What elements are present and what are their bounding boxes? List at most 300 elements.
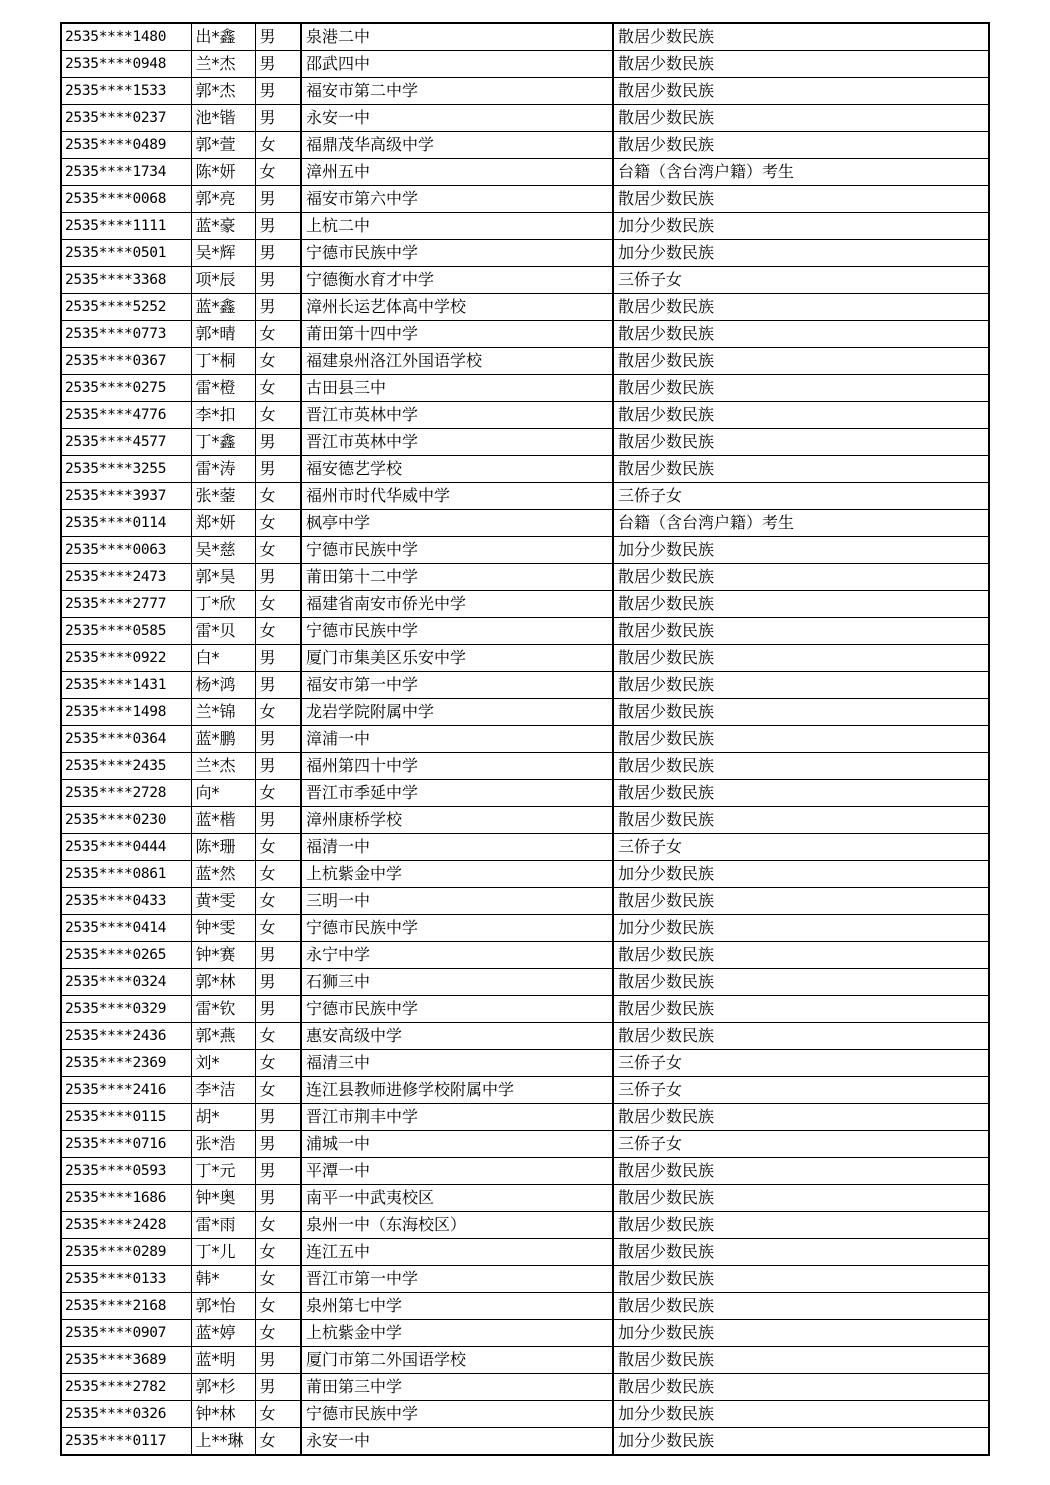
- student-name-cell: 雷*贝: [191, 618, 255, 645]
- exam-id-cell: 2535****2782: [61, 1374, 191, 1401]
- category-cell: 散居少数民族: [613, 780, 989, 807]
- school-cell: 枫亭中学: [301, 510, 613, 537]
- school-cell: 石狮三中: [301, 969, 613, 996]
- student-name-cell: 出*鑫: [191, 23, 255, 51]
- gender-cell: 男: [255, 240, 301, 267]
- category-cell: 三侨子女: [613, 834, 989, 861]
- table-row: [61, 942, 989, 969]
- school-cell: 晋江市英林中学: [301, 402, 613, 429]
- student-name-cell: 丁*桐: [191, 348, 255, 375]
- table-row: [61, 915, 989, 942]
- category-cell: 散居少数民族: [613, 429, 989, 456]
- student-name-cell: 杨*鸿: [191, 672, 255, 699]
- table-row: [61, 699, 989, 726]
- exam-id-cell: 2535****0444: [61, 834, 191, 861]
- gender-cell: 男: [255, 1158, 301, 1185]
- gender-cell: 女: [255, 348, 301, 375]
- exam-id-cell: 2535****3689: [61, 1347, 191, 1374]
- category-cell: 散居少数民族: [613, 1266, 989, 1293]
- school-cell: 厦门市第二外国语学校: [301, 1347, 613, 1374]
- table-row: [61, 1023, 989, 1050]
- student-name-cell: 吴*辉: [191, 240, 255, 267]
- gender-cell: 女: [255, 780, 301, 807]
- student-name-cell: 韩*: [191, 1266, 255, 1293]
- exam-id-cell: 2535****1480: [61, 23, 191, 51]
- table-row: [61, 834, 989, 861]
- student-name-cell: 钟*林: [191, 1401, 255, 1428]
- gender-cell: 女: [255, 1023, 301, 1050]
- category-cell: 散居少数民族: [613, 1293, 989, 1320]
- school-cell: 宁德衡水育才中学: [301, 267, 613, 294]
- student-name-cell: 蓝*鑫: [191, 294, 255, 321]
- exam-id-cell: 2535****0133: [61, 1266, 191, 1293]
- category-cell: 散居少数民族: [613, 726, 989, 753]
- student-name-cell: 钟*赛: [191, 942, 255, 969]
- category-cell: 散居少数民族: [613, 1185, 989, 1212]
- school-cell: 晋江市第一中学: [301, 1266, 613, 1293]
- student-name-cell: 丁*欣: [191, 591, 255, 618]
- student-name-cell: 雷*涛: [191, 456, 255, 483]
- gender-cell: 男: [255, 186, 301, 213]
- school-cell: 泉港二中: [301, 23, 613, 51]
- category-cell: 散居少数民族: [613, 1023, 989, 1050]
- gender-cell: 女: [255, 402, 301, 429]
- school-cell: 连江五中: [301, 1239, 613, 1266]
- school-cell: 福清三中: [301, 1050, 613, 1077]
- gender-cell: 男: [255, 672, 301, 699]
- table-row: [61, 888, 989, 915]
- table-row: [61, 510, 989, 537]
- exam-id-cell: 2535****0364: [61, 726, 191, 753]
- exam-id-cell: 2535****0489: [61, 132, 191, 159]
- exam-id-cell: 2535****2473: [61, 564, 191, 591]
- student-name-cell: 钟*奥: [191, 1185, 255, 1212]
- gender-cell: 男: [255, 645, 301, 672]
- table-row: [61, 537, 989, 564]
- gender-cell: 男: [255, 807, 301, 834]
- category-cell: 加分少数民族: [613, 861, 989, 888]
- school-cell: 永宁中学: [301, 942, 613, 969]
- category-cell: 散居少数民族: [613, 996, 989, 1023]
- gender-cell: 女: [255, 1077, 301, 1104]
- student-name-cell: 黄*雯: [191, 888, 255, 915]
- student-name-cell: 兰*杰: [191, 51, 255, 78]
- gender-cell: 女: [255, 618, 301, 645]
- school-cell: 福清一中: [301, 834, 613, 861]
- school-cell: 邵武四中: [301, 51, 613, 78]
- gender-cell: 女: [255, 1293, 301, 1320]
- student-name-cell: 郭*昊: [191, 564, 255, 591]
- category-cell: 散居少数民族: [613, 375, 989, 402]
- student-name-cell: 丁*儿: [191, 1239, 255, 1266]
- exam-id-cell: 2535****0275: [61, 375, 191, 402]
- gender-cell: 男: [255, 753, 301, 780]
- student-name-cell: 丁*元: [191, 1158, 255, 1185]
- exam-id-cell: 2535****2369: [61, 1050, 191, 1077]
- exam-id-cell: 2535****2416: [61, 1077, 191, 1104]
- student-name-cell: 蓝*豪: [191, 213, 255, 240]
- exam-id-cell: 2535****0948: [61, 51, 191, 78]
- gender-cell: 女: [255, 1239, 301, 1266]
- student-name-cell: 雷*橙: [191, 375, 255, 402]
- table-row: [61, 1212, 989, 1239]
- gender-cell: 女: [255, 1428, 301, 1456]
- school-cell: 永安一中: [301, 105, 613, 132]
- student-name-cell: 郭*杉: [191, 1374, 255, 1401]
- table-row: [61, 1077, 989, 1104]
- table-row: [61, 1401, 989, 1428]
- school-cell: 漳州五中: [301, 159, 613, 186]
- table-row: [61, 780, 989, 807]
- table-row: [61, 348, 989, 375]
- student-name-cell: 张*蓥: [191, 483, 255, 510]
- table-row: [61, 564, 989, 591]
- exam-id-cell: 2535****5252: [61, 294, 191, 321]
- table-row: [61, 132, 989, 159]
- category-cell: 三侨子女: [613, 483, 989, 510]
- category-cell: 散居少数民族: [613, 105, 989, 132]
- school-cell: 平潭一中: [301, 1158, 613, 1185]
- school-cell: 福州市时代华威中学: [301, 483, 613, 510]
- category-cell: 散居少数民族: [613, 456, 989, 483]
- exam-id-cell: 2535****0773: [61, 321, 191, 348]
- table-row: [61, 1320, 989, 1347]
- student-name-cell: 上**琳: [191, 1428, 255, 1456]
- gender-cell: 男: [255, 1374, 301, 1401]
- student-name-cell: 兰*锦: [191, 699, 255, 726]
- gender-cell: 男: [255, 105, 301, 132]
- category-cell: 散居少数民族: [613, 888, 989, 915]
- category-cell: 散居少数民族: [613, 1104, 989, 1131]
- gender-cell: 男: [255, 78, 301, 105]
- exam-id-cell: 2535****2728: [61, 780, 191, 807]
- exam-id-cell: 2535****0585: [61, 618, 191, 645]
- exam-id-cell: 2535****0230: [61, 807, 191, 834]
- gender-cell: 女: [255, 699, 301, 726]
- student-name-cell: 蓝*婷: [191, 1320, 255, 1347]
- gender-cell: 女: [255, 861, 301, 888]
- category-cell: 散居少数民族: [613, 132, 989, 159]
- student-name-cell: 蓝*然: [191, 861, 255, 888]
- gender-cell: 男: [255, 564, 301, 591]
- category-cell: 加分少数民族: [613, 240, 989, 267]
- gender-cell: 男: [255, 51, 301, 78]
- exam-id-cell: 2535****0861: [61, 861, 191, 888]
- exam-id-cell: 2535****0063: [61, 537, 191, 564]
- gender-cell: 女: [255, 1320, 301, 1347]
- school-cell: 漳浦一中: [301, 726, 613, 753]
- gender-cell: 女: [255, 159, 301, 186]
- student-name-cell: 陈*珊: [191, 834, 255, 861]
- exam-id-cell: 2535****0433: [61, 888, 191, 915]
- school-cell: 莆田第十四中学: [301, 321, 613, 348]
- student-name-cell: 雷*钦: [191, 996, 255, 1023]
- category-cell: 散居少数民族: [613, 348, 989, 375]
- gender-cell: 女: [255, 591, 301, 618]
- school-cell: 福安市第一中学: [301, 672, 613, 699]
- category-cell: 三侨子女: [613, 267, 989, 294]
- school-cell: 宁德市民族中学: [301, 240, 613, 267]
- exam-id-cell: 2535****1533: [61, 78, 191, 105]
- category-cell: 散居少数民族: [613, 1158, 989, 1185]
- student-name-cell: 项*辰: [191, 267, 255, 294]
- category-cell: 台籍（含台湾户籍）考生: [613, 159, 989, 186]
- exam-id-cell: 2535****0289: [61, 1239, 191, 1266]
- gender-cell: 女: [255, 834, 301, 861]
- roster-sheet: [60, 22, 988, 1456]
- exam-id-cell: 2535****3255: [61, 456, 191, 483]
- table-row: [61, 429, 989, 456]
- student-name-cell: 郭*萱: [191, 132, 255, 159]
- student-name-cell: 郭*亮: [191, 186, 255, 213]
- category-cell: 散居少数民族: [613, 402, 989, 429]
- school-cell: 浦城一中: [301, 1131, 613, 1158]
- school-cell: 三明一中: [301, 888, 613, 915]
- exam-id-cell: 2535****3368: [61, 267, 191, 294]
- exam-id-cell: 2535****0326: [61, 1401, 191, 1428]
- category-cell: 散居少数民族: [613, 672, 989, 699]
- table-row: [61, 1131, 989, 1158]
- category-cell: 加分少数民族: [613, 537, 989, 564]
- student-name-cell: 刘*: [191, 1050, 255, 1077]
- school-cell: 上杭二中: [301, 213, 613, 240]
- student-name-cell: 李*洁: [191, 1077, 255, 1104]
- exam-id-cell: 2535****0907: [61, 1320, 191, 1347]
- school-cell: 福州第四十中学: [301, 753, 613, 780]
- school-cell: 福建泉州洛江外国语学校: [301, 348, 613, 375]
- gender-cell: 女: [255, 483, 301, 510]
- student-name-cell: 郑*妍: [191, 510, 255, 537]
- exam-id-cell: 2535****0367: [61, 348, 191, 375]
- school-cell: 泉州第七中学: [301, 1293, 613, 1320]
- category-cell: 散居少数民族: [613, 294, 989, 321]
- table-row: [61, 23, 989, 51]
- school-cell: 上杭紫金中学: [301, 1320, 613, 1347]
- category-cell: 加分少数民族: [613, 1428, 989, 1456]
- gender-cell: 男: [255, 23, 301, 51]
- table-row: [61, 645, 989, 672]
- exam-id-cell: 2535****0117: [61, 1428, 191, 1456]
- student-name-cell: 蓝*鹏: [191, 726, 255, 753]
- school-cell: 惠安高级中学: [301, 1023, 613, 1050]
- school-cell: 连江县教师进修学校附属中学: [301, 1077, 613, 1104]
- gender-cell: 女: [255, 510, 301, 537]
- school-cell: 福安市第六中学: [301, 186, 613, 213]
- table-row: [61, 240, 989, 267]
- category-cell: 三侨子女: [613, 1131, 989, 1158]
- exam-id-cell: 2535****0115: [61, 1104, 191, 1131]
- gender-cell: 女: [255, 915, 301, 942]
- exam-id-cell: 2535****2428: [61, 1212, 191, 1239]
- table-row: [61, 1347, 989, 1374]
- table-row: [61, 753, 989, 780]
- table-row: [61, 1104, 989, 1131]
- school-cell: 福安市第二中学: [301, 78, 613, 105]
- table-row: [61, 51, 989, 78]
- gender-cell: 男: [255, 456, 301, 483]
- school-cell: 宁德市民族中学: [301, 915, 613, 942]
- category-cell: 加分少数民族: [613, 1401, 989, 1428]
- exam-id-cell: 2535****0068: [61, 186, 191, 213]
- table-row: [61, 294, 989, 321]
- gender-cell: 女: [255, 1050, 301, 1077]
- category-cell: 散居少数民族: [613, 807, 989, 834]
- school-cell: 宁德市民族中学: [301, 537, 613, 564]
- school-cell: 莆田第三中学: [301, 1374, 613, 1401]
- exam-id-cell: 2535****4577: [61, 429, 191, 456]
- gender-cell: 男: [255, 1347, 301, 1374]
- exam-id-cell: 2535****0324: [61, 969, 191, 996]
- school-cell: 龙岩学院附属中学: [301, 699, 613, 726]
- category-cell: 散居少数民族: [613, 51, 989, 78]
- exam-id-cell: 2535****1686: [61, 1185, 191, 1212]
- gender-cell: 女: [255, 132, 301, 159]
- table-row: [61, 267, 989, 294]
- table-row: [61, 1293, 989, 1320]
- table-row: [61, 1050, 989, 1077]
- gender-cell: 女: [255, 321, 301, 348]
- student-name-cell: 池*锴: [191, 105, 255, 132]
- category-cell: 散居少数民族: [613, 618, 989, 645]
- student-name-cell: 向*: [191, 780, 255, 807]
- student-name-cell: 郭*晴: [191, 321, 255, 348]
- exam-id-cell: 2535****0329: [61, 996, 191, 1023]
- gender-cell: 男: [255, 969, 301, 996]
- school-cell: 宁德市民族中学: [301, 996, 613, 1023]
- gender-cell: 男: [255, 213, 301, 240]
- student-name-cell: 张*浩: [191, 1131, 255, 1158]
- school-cell: 福安德艺学校: [301, 456, 613, 483]
- gender-cell: 女: [255, 375, 301, 402]
- gender-cell: 男: [255, 726, 301, 753]
- category-cell: 台籍（含台湾户籍）考生: [613, 510, 989, 537]
- student-name-cell: 郭*怡: [191, 1293, 255, 1320]
- category-cell: 散居少数民族: [613, 591, 989, 618]
- table-row: [61, 672, 989, 699]
- table-row: [61, 726, 989, 753]
- student-name-cell: 郭*林: [191, 969, 255, 996]
- gender-cell: 男: [255, 294, 301, 321]
- school-cell: 上杭紫金中学: [301, 861, 613, 888]
- school-cell: 漳州长运艺体高中学校: [301, 294, 613, 321]
- table-row: [61, 375, 989, 402]
- category-cell: 加分少数民族: [613, 915, 989, 942]
- student-roster-table: [60, 22, 990, 1456]
- exam-id-cell: 2535****0265: [61, 942, 191, 969]
- exam-id-cell: 2535****1734: [61, 159, 191, 186]
- table-row: [61, 78, 989, 105]
- category-cell: 散居少数民族: [613, 186, 989, 213]
- table-row: [61, 618, 989, 645]
- school-cell: 福建省南安市侨光中学: [301, 591, 613, 618]
- table-row: [61, 807, 989, 834]
- gender-cell: 女: [255, 1266, 301, 1293]
- student-name-cell: 郭*燕: [191, 1023, 255, 1050]
- gender-cell: 女: [255, 888, 301, 915]
- gender-cell: 男: [255, 1131, 301, 1158]
- exam-id-cell: 2535****0237: [61, 105, 191, 132]
- school-cell: 永安一中: [301, 1428, 613, 1456]
- table-row: [61, 456, 989, 483]
- table-row: [61, 186, 989, 213]
- exam-id-cell: 2535****1431: [61, 672, 191, 699]
- gender-cell: 女: [255, 1212, 301, 1239]
- category-cell: 散居少数民族: [613, 23, 989, 51]
- gender-cell: 男: [255, 1185, 301, 1212]
- exam-id-cell: 2535****0501: [61, 240, 191, 267]
- gender-cell: 男: [255, 1104, 301, 1131]
- gender-cell: 男: [255, 942, 301, 969]
- table-row: [61, 996, 989, 1023]
- table-row: [61, 402, 989, 429]
- table-row: [61, 1185, 989, 1212]
- category-cell: 加分少数民族: [613, 1320, 989, 1347]
- category-cell: 散居少数民族: [613, 564, 989, 591]
- category-cell: 散居少数民族: [613, 321, 989, 348]
- exam-id-cell: 2535****2436: [61, 1023, 191, 1050]
- category-cell: 散居少数民族: [613, 942, 989, 969]
- category-cell: 散居少数民族: [613, 1347, 989, 1374]
- exam-id-cell: 2535****0716: [61, 1131, 191, 1158]
- student-name-cell: 雷*雨: [191, 1212, 255, 1239]
- table-row: [61, 321, 989, 348]
- table-row: [61, 213, 989, 240]
- table-row: [61, 1374, 989, 1401]
- exam-id-cell: 2535****3937: [61, 483, 191, 510]
- table-row: [61, 1266, 989, 1293]
- category-cell: 三侨子女: [613, 1077, 989, 1104]
- table-row: [61, 105, 989, 132]
- table-row: [61, 1158, 989, 1185]
- school-cell: 宁德市民族中学: [301, 1401, 613, 1428]
- exam-id-cell: 2535****2435: [61, 753, 191, 780]
- category-cell: 散居少数民族: [613, 969, 989, 996]
- school-cell: 晋江市英林中学: [301, 429, 613, 456]
- table-row: [61, 483, 989, 510]
- student-name-cell: 丁*鑫: [191, 429, 255, 456]
- table-row: [61, 1428, 989, 1456]
- category-cell: 三侨子女: [613, 1050, 989, 1077]
- student-name-cell: 李*扣: [191, 402, 255, 429]
- school-cell: 古田县三中: [301, 375, 613, 402]
- gender-cell: 男: [255, 267, 301, 294]
- category-cell: 散居少数民族: [613, 699, 989, 726]
- student-name-cell: 蓝*楷: [191, 807, 255, 834]
- student-name-cell: 白*: [191, 645, 255, 672]
- gender-cell: 女: [255, 537, 301, 564]
- category-cell: 散居少数民族: [613, 753, 989, 780]
- category-cell: 散居少数民族: [613, 1239, 989, 1266]
- student-name-cell: 兰*杰: [191, 753, 255, 780]
- school-cell: 晋江市荆丰中学: [301, 1104, 613, 1131]
- school-cell: 南平一中武夷校区: [301, 1185, 613, 1212]
- school-cell: 厦门市集美区乐安中学: [301, 645, 613, 672]
- exam-id-cell: 2535****4776: [61, 402, 191, 429]
- table-row: [61, 1239, 989, 1266]
- table-row: [61, 591, 989, 618]
- exam-id-cell: 2535****0593: [61, 1158, 191, 1185]
- table-row: [61, 159, 989, 186]
- school-cell: 福鼎茂华高级中学: [301, 132, 613, 159]
- student-name-cell: 胡*: [191, 1104, 255, 1131]
- school-cell: 漳州康桥学校: [301, 807, 613, 834]
- table-row: [61, 969, 989, 996]
- student-name-cell: 吴*慈: [191, 537, 255, 564]
- category-cell: 散居少数民族: [613, 645, 989, 672]
- exam-id-cell: 2535****0114: [61, 510, 191, 537]
- student-name-cell: 钟*雯: [191, 915, 255, 942]
- school-cell: 莆田第十二中学: [301, 564, 613, 591]
